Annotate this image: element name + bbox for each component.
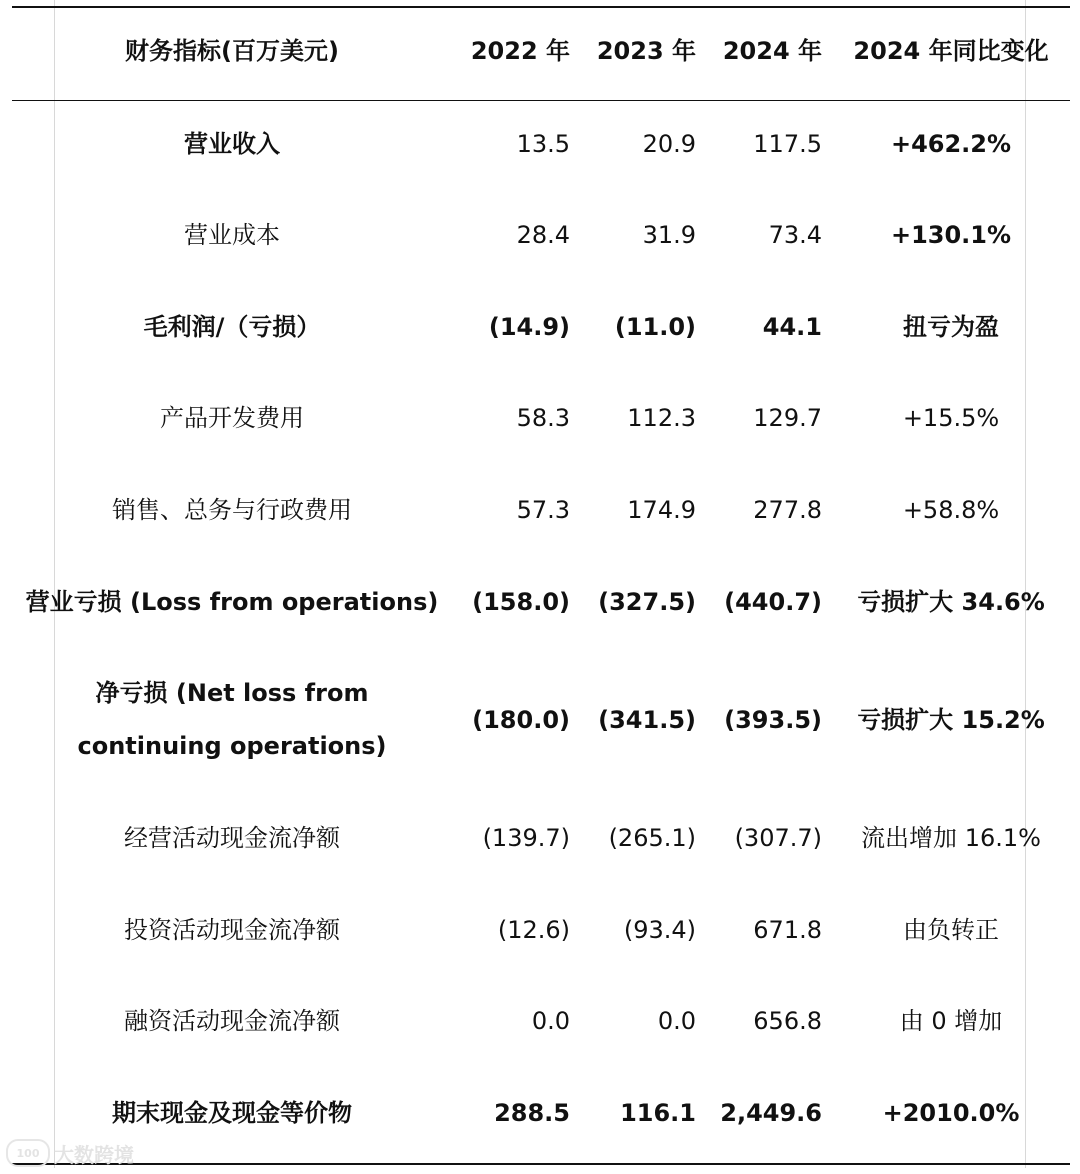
row-cost-2024: 73.4 — [768, 221, 822, 249]
row-net-loss-2023: (341.5) — [598, 706, 696, 734]
header-2024: 2024 年 — [722, 37, 822, 65]
row-sga-metric: 销售、总务与行政费用 — [112, 496, 352, 524]
row-financing-cashflow-2022: 0.0 — [531, 1007, 570, 1035]
watermark — [6, 1138, 134, 1168]
row-sga-yoy: +58.8% — [902, 496, 1000, 524]
row-gross-profit-yoy: 扭亏为盈 — [903, 313, 999, 341]
row-operating-loss-2023: (327.5) — [598, 588, 696, 616]
row-financing-cashflow-yoy: 由 0 增加 — [899, 1007, 1003, 1035]
row-investing-cashflow-2022: (12.6) — [497, 916, 570, 944]
watermark-logo-icon: 100 — [6, 1139, 50, 1167]
row-operating-loss-2024: (440.7) — [724, 588, 822, 616]
row-gross-profit-metric: 毛利润/（亏损） — [143, 313, 321, 341]
row-ending-cash-2024: 2,449.6 — [720, 1099, 822, 1127]
row-cost-metric: 营业成本 — [184, 221, 280, 249]
header-2023: 2023 年 — [596, 37, 696, 65]
table-header-rule — [12, 100, 1070, 101]
row-sga-2023: 174.9 — [627, 496, 696, 524]
row-cost-yoy: +130.1% — [890, 221, 1012, 249]
row-financing-cashflow-2024: 656.8 — [753, 1007, 822, 1035]
row-operating-cashflow-2024: (307.7) — [734, 824, 822, 852]
row-operating-loss-2022: (158.0) — [472, 588, 570, 616]
table-top-rule — [12, 6, 1070, 8]
row-investing-cashflow-yoy: 由负转正 — [903, 916, 999, 944]
row-revenue-2024: 117.5 — [753, 130, 822, 158]
row-revenue-yoy: +462.2% — [890, 130, 1012, 158]
row-ending-cash-yoy: +2010.0% — [882, 1099, 1020, 1127]
row-sga-2022: 57.3 — [516, 496, 570, 524]
header-metric: 财务指标(百万美元) — [125, 37, 339, 65]
row-investing-cashflow-2024: 671.8 — [753, 916, 822, 944]
row-rnd-yoy: +15.5% — [902, 404, 1000, 432]
row-rnd-metric: 产品开发费用 — [160, 404, 304, 432]
row-revenue-metric: 营业收入 — [184, 130, 280, 158]
row-gross-profit-2023: (11.0) — [614, 313, 696, 341]
row-revenue-2023: 20.9 — [642, 130, 696, 158]
watermark-text: 大数跨境 — [54, 1142, 134, 1167]
row-net-loss-2022: (180.0) — [472, 706, 570, 734]
table-bottom-rule — [12, 1163, 1070, 1165]
row-net-loss-metric: 净亏损 (Net loss from continuing operations) — [77, 679, 387, 760]
row-ending-cash-2023: 116.1 — [620, 1099, 696, 1127]
row-rnd-2023: 112.3 — [627, 404, 696, 432]
header-yoy: 2024 年同比变化 — [853, 37, 1049, 65]
row-gross-profit-2022: (14.9) — [488, 313, 570, 341]
row-revenue-2022: 13.5 — [516, 130, 570, 158]
row-net-loss-2024: (393.5) — [724, 706, 822, 734]
row-operating-cashflow-2023: (265.1) — [608, 824, 696, 852]
row-operating-cashflow-metric: 经营活动现金流净额 — [124, 824, 340, 852]
row-financing-cashflow-metric: 融资活动现金流净额 — [124, 1007, 340, 1035]
row-operating-loss-metric: 营业亏损 (Loss from operations) — [25, 588, 439, 616]
row-sga-2024: 277.8 — [753, 496, 822, 524]
row-operating-cashflow-2022: (139.7) — [482, 824, 570, 852]
row-gross-profit-2024: 44.1 — [762, 313, 822, 341]
row-rnd-2024: 129.7 — [753, 404, 822, 432]
row-ending-cash-metric: 期末现金及现金等价物 — [112, 1099, 352, 1127]
row-rnd-2022: 58.3 — [516, 404, 570, 432]
row-ending-cash-2022: 288.5 — [494, 1099, 570, 1127]
row-operating-loss-yoy: 亏损扩大 34.6% — [857, 588, 1045, 616]
row-financing-cashflow-2023: 0.0 — [657, 1007, 696, 1035]
row-cost-2022: 28.4 — [516, 221, 570, 249]
row-cost-2023: 31.9 — [642, 221, 696, 249]
row-operating-cashflow-yoy: 流出增加 16.1% — [861, 824, 1041, 852]
row-net-loss-yoy: 亏损扩大 15.2% — [857, 706, 1045, 734]
row-investing-cashflow-metric: 投资活动现金流净额 — [124, 916, 340, 944]
row-investing-cashflow-2023: (93.4) — [623, 916, 696, 944]
header-2022: 2022 年 — [470, 37, 570, 65]
